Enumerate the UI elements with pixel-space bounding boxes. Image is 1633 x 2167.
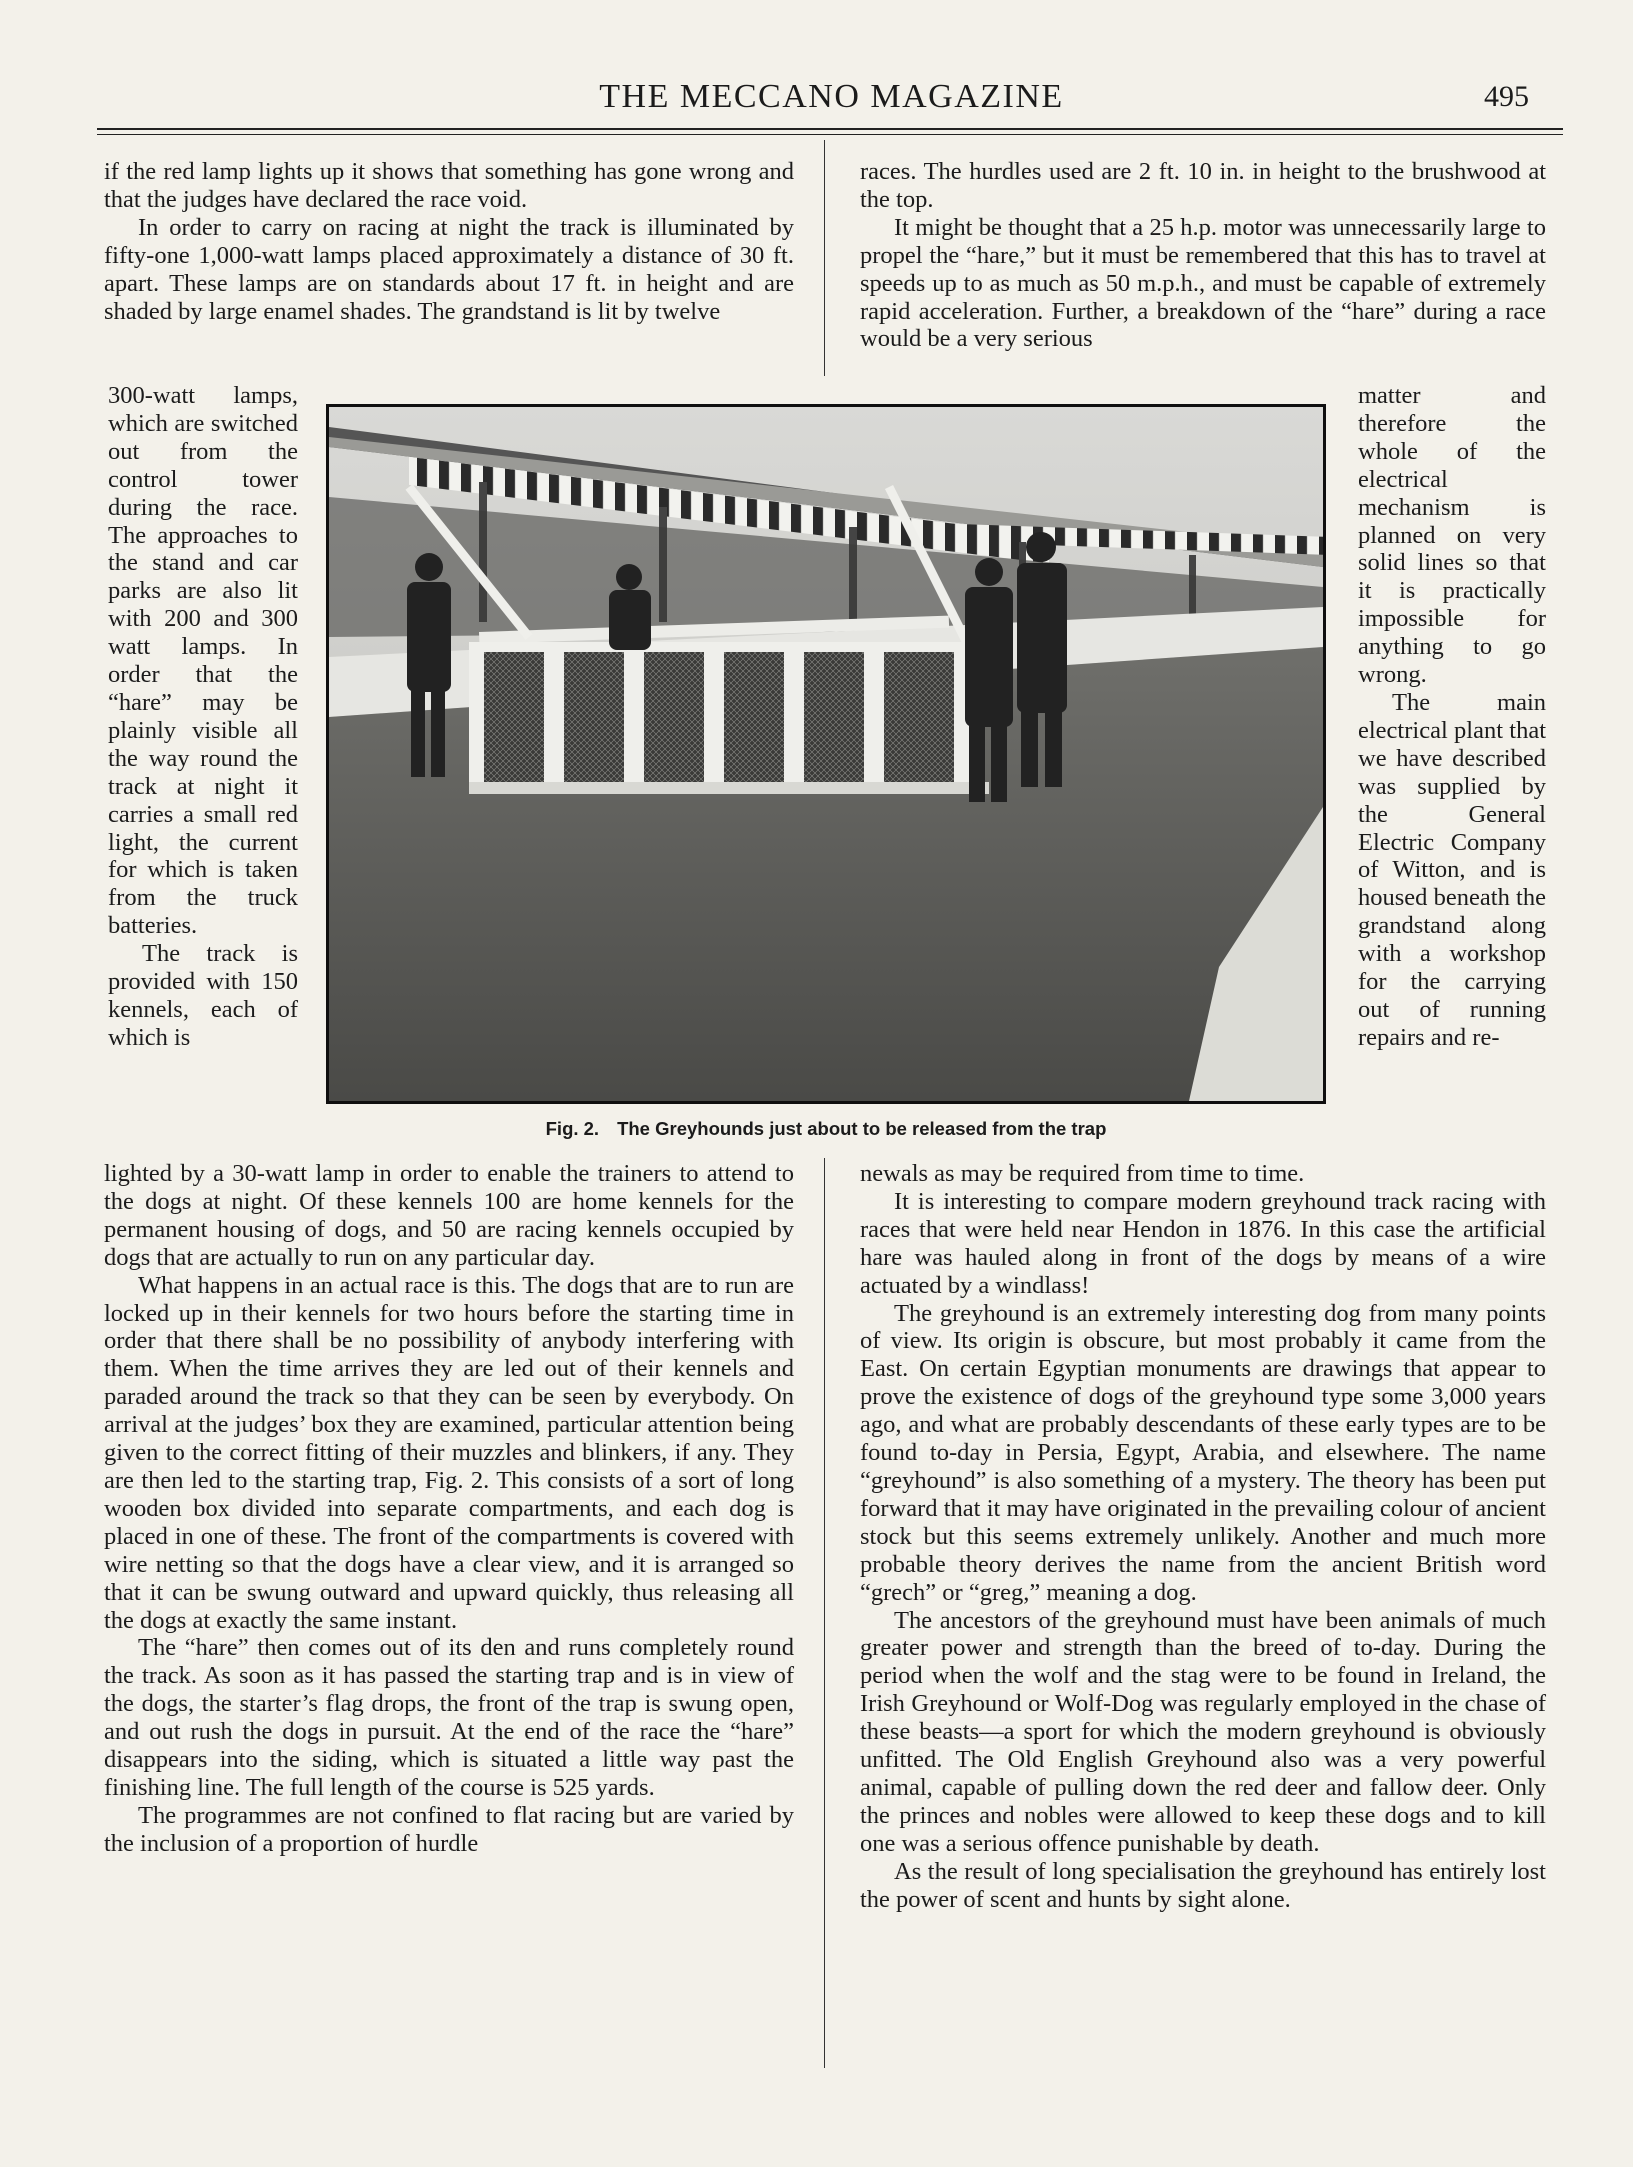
header-rule — [97, 128, 1563, 130]
right-column-top — [860, 158, 1546, 353]
paragraph: The ancestors of the greyhound must have been animals of much greater power and strength than the breed of to-day. During the period when the wolf and the stag were to be found in Ireland, the Irish Greyhound or Wolf-Dog was regularly employed in the chase of these beasts—a sport for which the modern greyhound is obviously unfitted. The Old English Greyhound also was a very powerful animal, capable of pulling down the red deer and fallow deer. Only the princes and nobles were allowed to keep these dogs and to kill one was a serious offence punishable by death. — [860, 1606, 1546, 1857]
column-rule-top — [824, 140, 825, 376]
paragraph: races. The hurdles used are 2 ft. 10 in. in height to the brushwood at the top. — [860, 158, 1546, 213]
left-column-top — [104, 158, 794, 325]
right-column-bottom — [860, 1160, 1546, 1913]
paragraph: newals as may be required from time to time. — [860, 1160, 1305, 1187]
paragraph: The greyhound is an extremely interesting dog from many points of view. Its origin is obscure, but most probably it came from the East. On certain Egyptian monuments are drawings that appear to prove the existence of dogs of the greyhound type some 3,000 years ago, and what are probably descendants of these early types are to be found to-day in Persia, Egypt, Arabia, and elsewhere. The name “greyhound” is also something of a mystery. The theory has been put forward that it may have originated in the prevailing colour of ancient stock but this seems extremely unlikely. Another and much more probable theory derives the name from the ancient British word “grech” or “greg,” meaning a dog. — [860, 1299, 1546, 1606]
paragraph: As the result of long specialisation the greyhound has entirely lost the power of scent and hunts by sight alone. — [860, 1857, 1546, 1913]
photo-illustration — [329, 407, 1323, 1101]
figure-caption-text: The Greyhounds just about to be released from the trap — [617, 1118, 1107, 1139]
paragraph: What happens in an actual race is this. The dogs that are to run are locked up in their kennels for two hours before the starting time in order that there shall be no possibility of anybody interfering with them. When the time arrives they are led out of their kennels and paraded around the track so that they can be seen by everybody. On arrival at the judges’ box they are examined, particular attention being given to the correct fitting of their muzzles and blinkers, if any. They are then led to the starting trap, Fig. 2. This consists of a sort of long wooden box divided into separate compartments, and each dog is placed in one of these. The front of the compartments is covered with wire netting so that the dogs have a clear view, and it is arranged so that it can be swung outward and upward quickly, thus releasing all the dogs at exactly the same instant. — [104, 1271, 794, 1634]
paragraph: It might be thought that a 25 h.p. motor was unnecessarily large to propel the “hare,” but it must be remembered that this has to travel at speeds up to as much as 50 m.p.h., and must be capable of extremely rapid acceleration. Further, a breakdown of the “hare” during a race would be a very serious — [860, 213, 1546, 353]
paragraph: lighted by a 30-watt lamp in order to enable the trainers to attend to the dogs at night. Of these kennels 100 are home kennels for the permanent housing of dogs, and 50 are racing kennels occupied by dogs that are actually to run on any particular day. — [104, 1160, 794, 1271]
paragraph: The “hare” then comes out of its den and runs completely round the track. As soon as it has passed the starting trap and is in view of the dogs, the starter’s flag drops, the front of the trap is swung open, and out rush the dogs in pursuit. At the end of the race the “hare” disappears into the siding, which is situated a little way past the finishing line. The full length of the course is 525 yards. — [104, 1634, 794, 1801]
paragraph: The programmes are not confined to flat racing but are varied by the inclusion of a proportion of hurdle — [104, 1801, 794, 1857]
header-rule-thin — [97, 134, 1563, 135]
running-header — [100, 78, 1563, 128]
page-number: 495 — [1484, 80, 1529, 113]
paragraph: The main electrical plant that we have described was supplied by the General Electric Company of Witton, and is housed beneath the grandstand along with a workshop for the carrying out of running repairs and re- — [1358, 688, 1546, 1051]
right-column-narrow — [1358, 382, 1546, 1052]
left-column-bottom — [104, 1160, 794, 1858]
paragraph: if the red lamp lights up it shows that something has gone wrong and that the judges have declared the race void. — [104, 158, 794, 213]
paragraph: It is interesting to compare modern greyhound track racing with races that were held near Hendon in 1876. In this case the artificial hare was hauled along in front of the dogs by means of a wire actuated by a windlass! — [860, 1187, 1546, 1299]
figure-caption — [326, 1118, 1326, 1140]
figure-label: Fig. 2. — [545, 1118, 600, 1139]
paragraph: The track is provided with 150 kennels, each of which is — [108, 940, 298, 1051]
magazine-title: THE MECCANO MAGAZINE — [599, 78, 1064, 115]
greyhound-trap-photo — [326, 404, 1326, 1104]
left-column-narrow — [108, 382, 298, 1052]
paragraph: In order to carry on racing at night the track is illuminated by fifty-one 1,000-watt lamps placed approximately a distance of 30 ft. apart. These lamps are on standards about 17 ft. in height and are shaded by large enamel shades. The grandstand is lit by twelve — [104, 213, 794, 325]
column-rule-bottom — [824, 1158, 825, 2068]
paragraph: matter and therefore the whole of the electrical mechanism is planned on very solid lines so that it is practically impossible for anything to go wrong. — [1358, 382, 1546, 689]
paragraph: 300-watt lamps, which are switched out from the control tower during the race. The approaches to the stand and car parks are also lit with 200 and 300 watt lamps. In order that the “hare” may be plainly visible all the way round the track at night it carries a small red light, the current for which is taken from the truck batteries. — [108, 382, 298, 940]
